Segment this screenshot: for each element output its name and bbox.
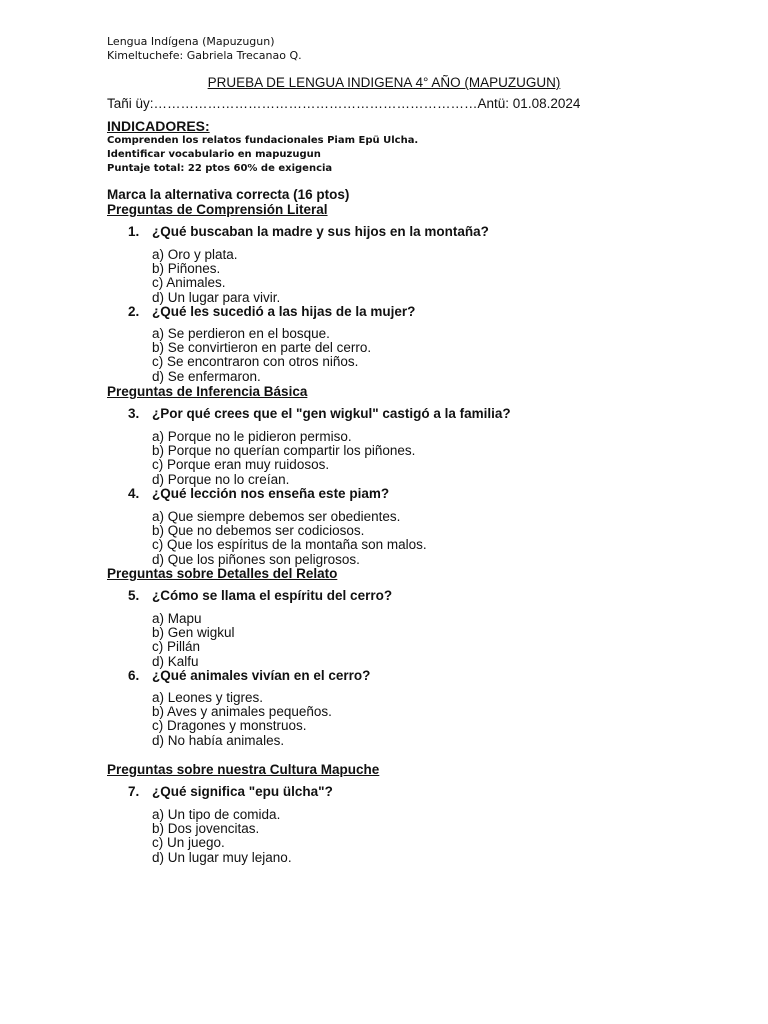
question-3-options — [152, 430, 415, 487]
option-a[interactable]: a) Que siempre debemos ser obedientes. — [152, 509, 401, 524]
option-b[interactable]: b) Que no debemos ser codiciosos. — [152, 523, 365, 539]
question-number: 3. — [128, 406, 140, 421]
indicator-item: Puntaje total: 22 ptos 60% de exigencia — [107, 163, 333, 174]
section-title: Preguntas sobre Detalles del Relato — [107, 566, 338, 581]
question-number: 6. — [128, 668, 140, 683]
option-a[interactable]: a) Porque no le pidieron permiso. — [152, 429, 352, 444]
option-c[interactable]: c) Porque eran muy ruidosos. — [152, 457, 330, 473]
option-c[interactable]: c) Que los espíritus de la montaña son malos. — [152, 537, 427, 553]
question-6 — [128, 668, 370, 683]
question-number: 5. — [128, 588, 140, 603]
option-d[interactable]: d) Un lugar para vivir. — [152, 289, 281, 305]
option-c[interactable]: c) Un juego. — [152, 835, 225, 851]
option-b[interactable]: b) Porque no querían compartir los piñones. — [152, 443, 416, 459]
question-number: 2. — [128, 304, 140, 319]
option-a[interactable]: a) Oro y plata. — [152, 247, 238, 262]
option-d[interactable]: d) Que los piñones son peligrosos. — [152, 551, 360, 567]
option-c[interactable]: c) Se encontraron con otros niños. — [152, 354, 359, 370]
section-title: Preguntas sobre nuestra Cultura Mapuche — [107, 762, 380, 777]
question-text: ¿Qué buscaban la madre y sus hijos en la montaña? — [152, 224, 489, 239]
question-2-options — [152, 327, 371, 384]
option-c[interactable]: c) Animales. — [152, 275, 226, 291]
question-text: ¿Por qué crees que el "gen wigkul" castigó a la familia? — [152, 406, 511, 421]
question-7 — [128, 784, 333, 799]
option-d[interactable]: d) Un lugar muy lejano. — [152, 849, 292, 865]
option-d[interactable]: d) No había animales. — [152, 732, 285, 748]
question-1 — [128, 224, 489, 239]
indicators-heading: INDICADORES: — [107, 118, 210, 134]
indicator-item: Identificar vocabulario en mapuzugun — [107, 149, 321, 160]
question-text: ¿Qué significa "epu ülcha"? — [152, 784, 333, 799]
section-title: Preguntas de Inferencia Básica — [107, 384, 308, 399]
question-4-options — [152, 510, 427, 567]
instruction: Marca la alternativa correcta (16 ptos) — [107, 187, 350, 202]
question-number: 7. — [128, 784, 140, 799]
indicators-block — [107, 118, 418, 176]
question-4 — [128, 486, 389, 501]
option-b[interactable]: b) Se convirtieron en parte del cerro. — [152, 340, 372, 356]
option-a[interactable]: a) Mapu — [152, 611, 202, 626]
question-text: ¿Qué lección nos enseña este piam? — [152, 486, 390, 501]
option-c[interactable]: c) Pillán — [152, 639, 201, 655]
section-title: Preguntas de Comprensión Literal — [107, 202, 328, 217]
option-b[interactable]: b) Gen wigkul — [152, 625, 235, 641]
option-a[interactable]: a) Se perdieron en el bosque. — [152, 326, 330, 341]
question-7-options — [152, 808, 292, 865]
question-text: ¿Cómo se llama el espíritu del cerro? — [152, 588, 393, 603]
question-5 — [128, 588, 392, 603]
subject-line: Lengua Indígena (Mapuzugun) — [107, 35, 275, 48]
indicator-item: Comprenden los relatos fundacionales Piam Epü Ulcha. — [107, 135, 419, 146]
teacher-line: Kimeltuchefe: Gabriela Trecanao Q. — [107, 49, 302, 62]
option-b[interactable]: b) Aves y animales pequeños. — [152, 704, 332, 720]
question-number: 4. — [128, 486, 140, 501]
name-date-line: Tañi üy:………………………………………………………………Antü: 01.08.2024 — [107, 96, 581, 111]
question-text: ¿Qué les sucedió a las hijas de la mujer? — [152, 304, 416, 319]
question-text: ¿Qué animales vivían en el cerro? — [152, 668, 371, 683]
option-d[interactable]: d) Se enfermaron. — [152, 368, 261, 384]
option-c[interactable]: c) Dragones y monstruos. — [152, 718, 307, 734]
option-d[interactable]: d) Porque no lo creían. — [152, 471, 290, 487]
question-2 — [128, 304, 415, 319]
page-title: PRUEBA DE LENGUA INDIGENA 4° AÑO (MAPUZUGUN) — [207, 75, 561, 90]
option-b[interactable]: b) Dos jovencitas. — [152, 821, 260, 837]
question-6-options — [152, 691, 332, 748]
option-a[interactable]: a) Un tipo de comida. — [152, 807, 281, 822]
question-5-options — [152, 612, 235, 669]
option-d[interactable]: d) Kalfu — [152, 653, 199, 669]
option-b[interactable]: b) Piñones. — [152, 261, 221, 277]
option-a[interactable]: a) Leones y tigres. — [152, 690, 264, 705]
question-1-options — [152, 248, 280, 305]
question-number: 1. — [128, 224, 140, 239]
question-3 — [128, 406, 511, 421]
